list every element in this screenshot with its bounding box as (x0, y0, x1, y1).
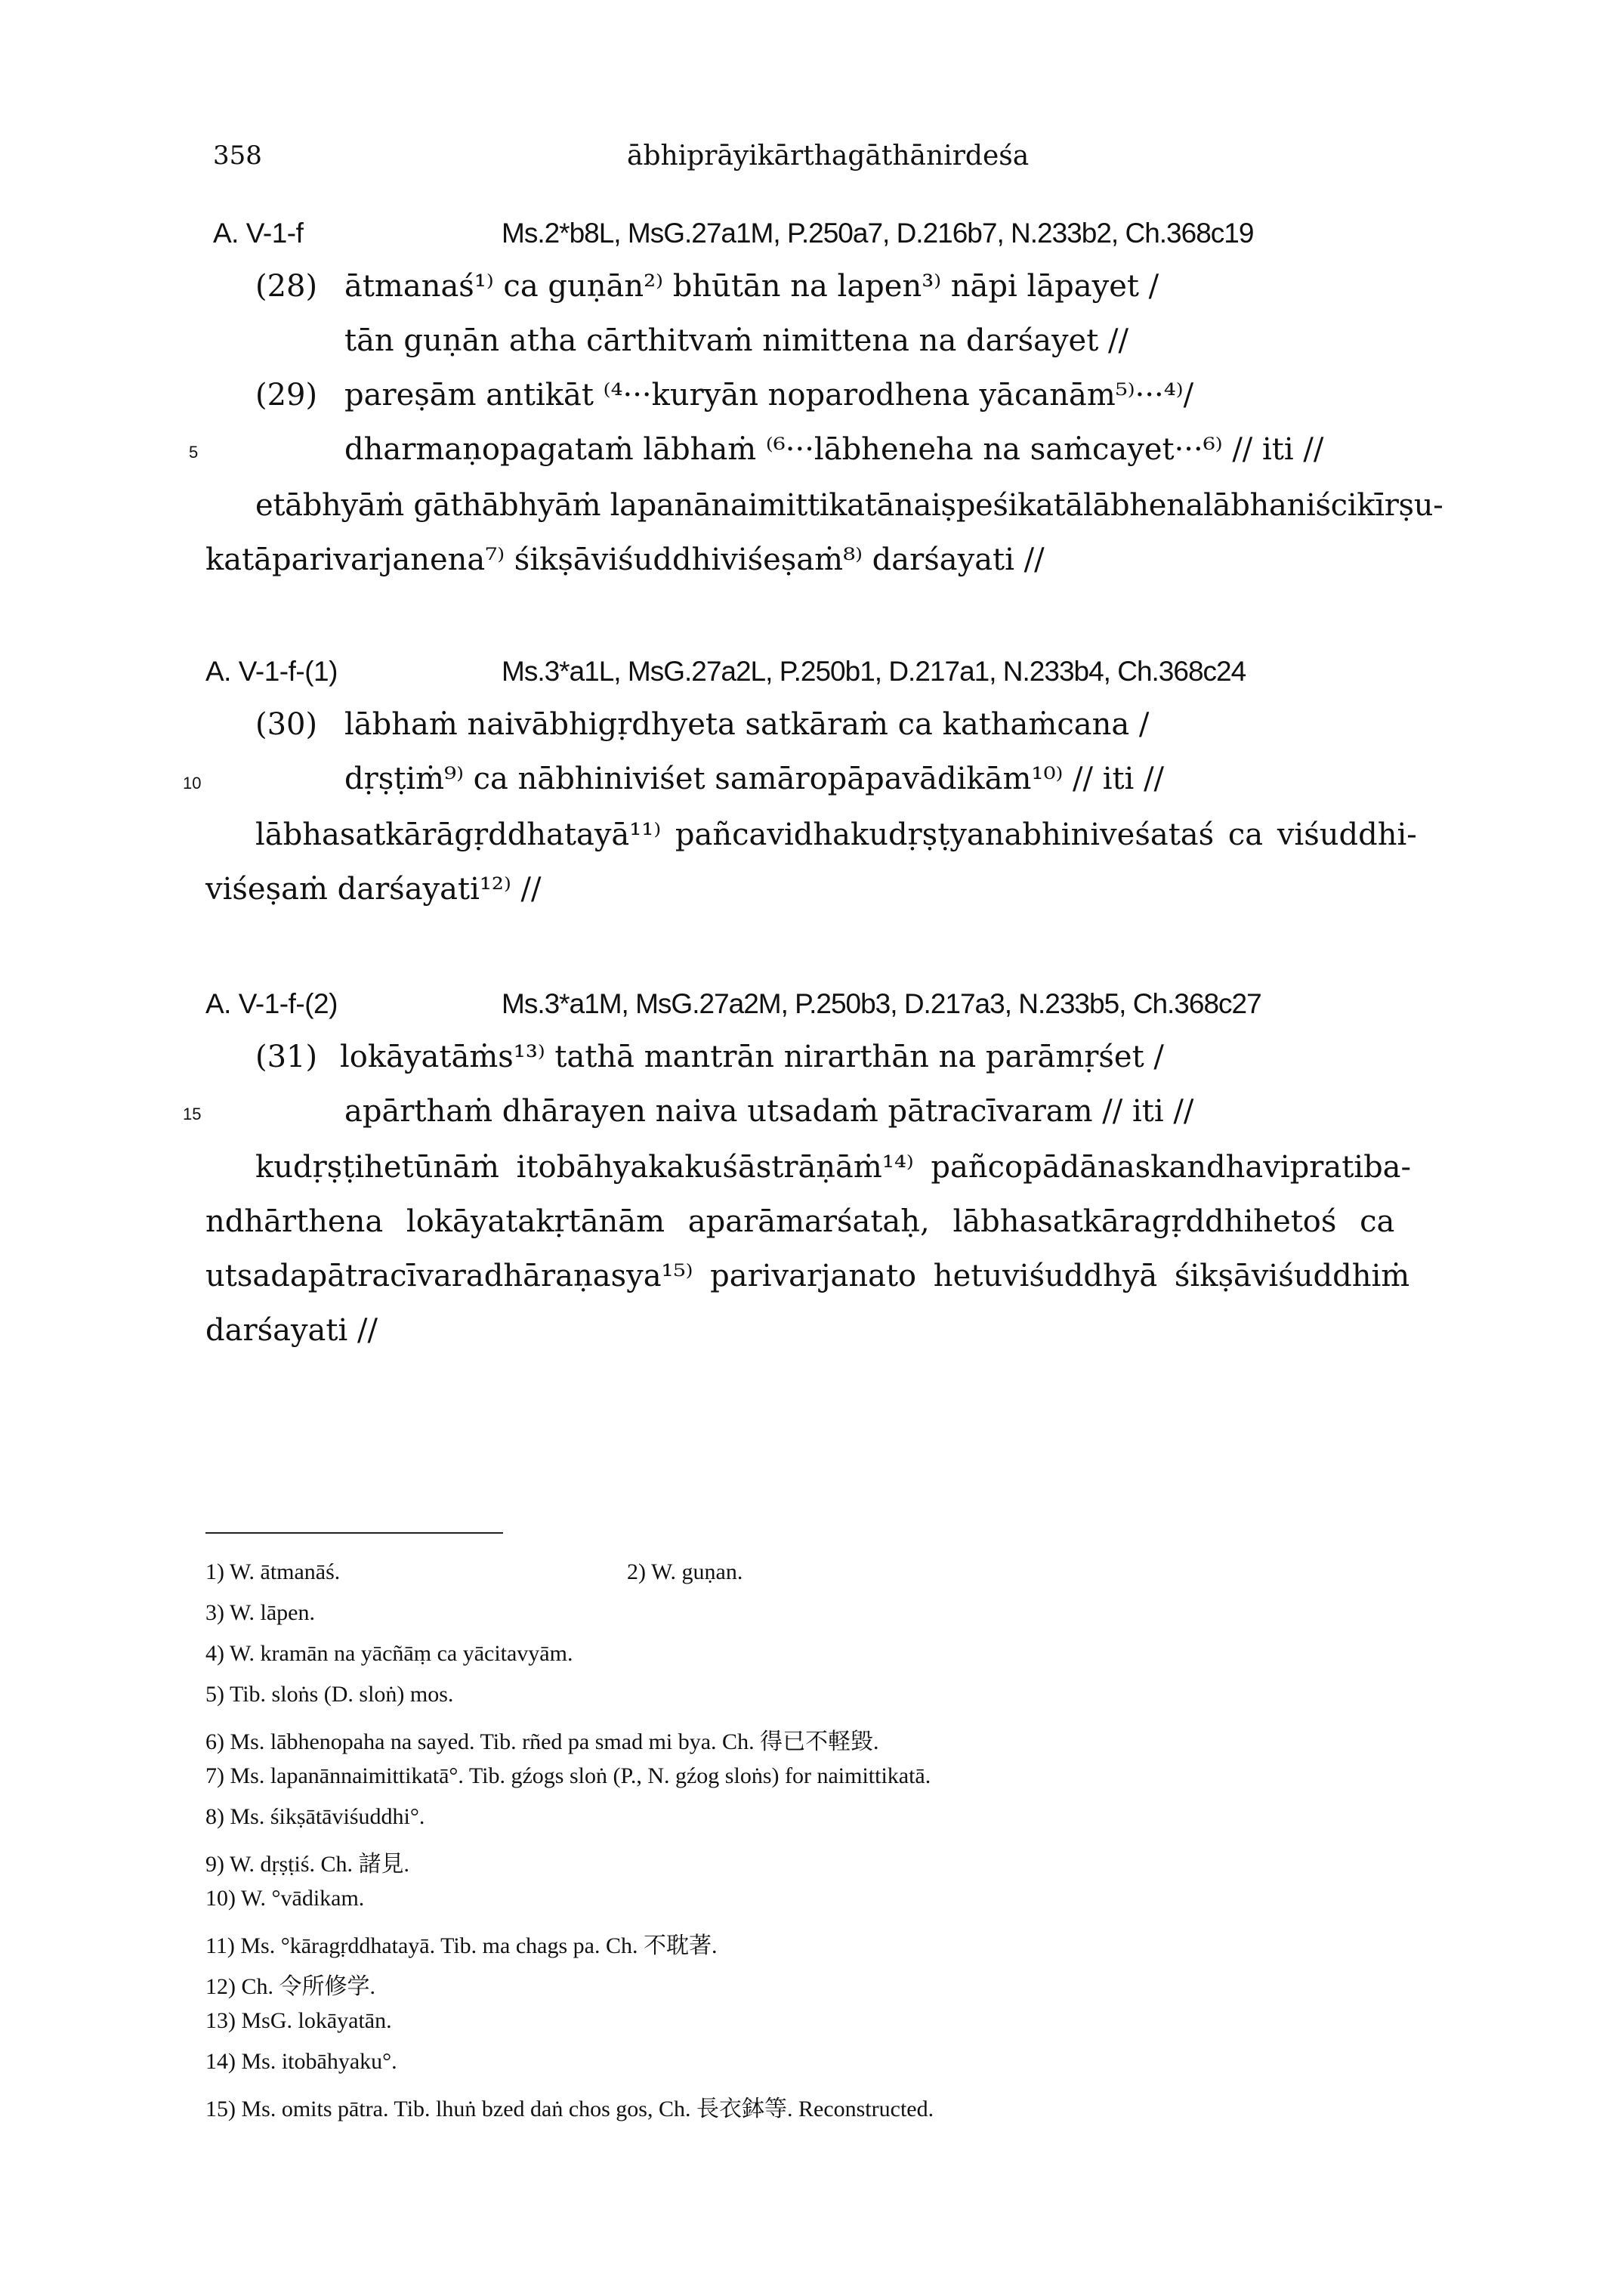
section-id: A. V-1-f-(2) (205, 988, 338, 1019)
footnote: 9) W. dṛṣṭiś. Ch. 諸見. (205, 1852, 410, 1877)
footnote: 13) MsG. lokāyatān. (205, 2008, 392, 2033)
verse-line: lābhaṁ naivābhigṛdhyeta satkāraṁ ca kathaṁcana / (344, 707, 1150, 742)
line-number: 5 (189, 443, 199, 462)
footnote: 3) W. lāpen. (205, 1600, 315, 1625)
verse-number: (30) (255, 707, 318, 742)
page-number: 358 (213, 141, 262, 171)
commentary-line: lābhasatkārāgṛddhatayā¹¹⁾ pañcavidhakudṛṣṭyanabhiniveśataś ca viśuddhi- (255, 817, 1417, 852)
line-number: 10 (183, 774, 202, 793)
footnote: 7) Ms. lapanānnaimittikatā°. Tib. gźogs sloṅ (P., N. gźog sloṅs) for naimittikatā. (205, 1763, 931, 1788)
line-number: 15 (183, 1105, 202, 1123)
verse-line: pareṣām antikāt ⁽⁴···kuryān noparodhena yācanām⁵⁾···⁴⁾/ (344, 378, 1194, 413)
commentary-line: katāparivarjanena⁷⁾ śikṣāviśuddhiviśeṣaṁ⁸⁾ darśayati // (205, 542, 1045, 577)
section-id: A. V-1-f (213, 218, 304, 249)
footnote-rule (205, 1532, 503, 1534)
verse-number: (29) (255, 378, 318, 413)
footnote: 11) Ms. °kāragṛddhatayā. Tib. ma chags pa. Ch. 不耽著. (205, 1933, 718, 1958)
section-refs: Ms.3*a1L, MsG.27a2L, P.250b1, D.217a1, N.233b4, Ch.368c24 (502, 656, 1246, 687)
footnote: 14) Ms. itobāhyaku°. (205, 2049, 397, 2074)
footnote: 4) W. kramān na yācñāṃ ca yācitavyām. (205, 1641, 573, 1666)
verse-line: dharmaṇopagataṁ lābhaṁ ⁽⁶···lābhenehа na saṁcayet···⁶⁾ // iti // (344, 432, 1324, 467)
commentary-line: utsadapātracīvaradhāraṇasya¹⁵⁾ parivarjanato hetuviśuddhyā śikṣāviśuddhiṁ (205, 1259, 1410, 1293)
footnote: 6) Ms. lābhenopaha na sayed. Tib. rñed pa smad mi bya. Ch. 得已不軽毀. (205, 1729, 879, 1754)
footnote: 10) W. °vādikam. (205, 1886, 365, 1911)
verse-number: (28) (255, 269, 318, 304)
verse-line: ātmanaś¹⁾ ca guṇān²⁾ bhūtān na lapen³⁾ nāpi lāpayet / (344, 269, 1159, 304)
section-refs: Ms.3*a1M, MsG.27a2M, P.250b3, D.217a3, N.233b5, Ch.368c27 (502, 988, 1261, 1019)
footnote: 5) Tib. sloṅs (D. sloṅ) mos. (205, 1682, 454, 1707)
verse-line: lokāyatāṁs¹³⁾ tathā mantrān nirarthān na parāmṛśet / (340, 1040, 1164, 1074)
footnote: 15) Ms. omits pātra. Tib. lhuṅ bzed daṅ chos gos, Ch. 長衣鉢等. Reconstructed. (205, 2097, 934, 2121)
commentary-line: viśeṣaṁ darśayati¹²⁾ // (205, 872, 542, 907)
commentary-line: darśayati // (205, 1313, 378, 1348)
commentary-line: kudṛṣṭihetūnāṁ itobāhyakakuśāstrāṇāṁ¹⁴⁾ pañcopādānaskandhavipratiba- (255, 1150, 1412, 1185)
verse-line: apārthaṁ dhārayen naiva utsadaṁ pātracīvaram // iti // (344, 1094, 1194, 1129)
footnote: 2) W. guṇan. (627, 1559, 743, 1584)
verse-line: dṛṣṭiṁ⁹⁾ ca nābhiniviśet samāropāpavādikām¹⁰⁾ // iti // (344, 762, 1165, 796)
commentary-line: ndhārthena lokāyatakṛtānām aparāmarśataḥ, lābhasatkāragṛddhihetoś ca (205, 1204, 1395, 1239)
footnote: 8) Ms. śikṣātāviśuddhi°. (205, 1804, 425, 1829)
section-refs: Ms.2*b8L, MsG.27a1M, P.250a7, D.216b7, N.233b2, Ch.368c19 (502, 218, 1254, 249)
verse-number: (31) (255, 1040, 318, 1074)
footnote: 12) Ch. 令所修学. (205, 1974, 375, 1999)
verse-line: tān guṇān atha cārthitvaṁ nimittena na darśayet // (344, 323, 1128, 358)
running-title: ābhiprāyikārthagāthānirdeśa (627, 141, 1030, 172)
commentary-line: etābhyāṁ gāthābhyāṁ lapanānaimittikatānaiṣpeśikatālābhenalābhaniścikīrṣu- (255, 488, 1443, 523)
footnote: 1) W. ātmanāś. (205, 1559, 341, 1584)
section-id: A. V-1-f-(1) (205, 656, 338, 687)
